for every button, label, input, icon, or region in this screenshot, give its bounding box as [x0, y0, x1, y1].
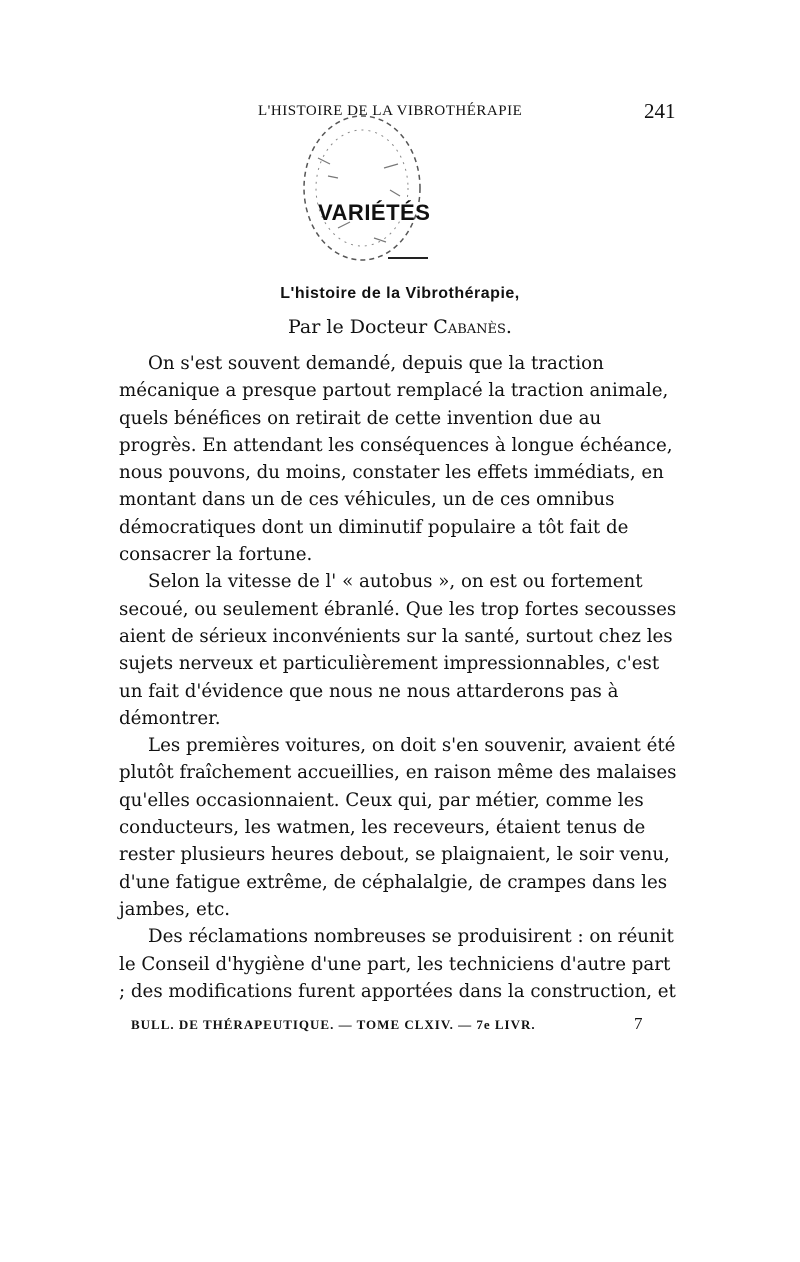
article-title: L'histoire de la Vibrothérapie, [280, 285, 520, 302]
footer-text: BULL. DE THÉRAPEUTIQUE. — TOME CLXIV. — 7e LIVR. [131, 1017, 536, 1032]
paragraph: Les premières voitures, on doit s'en souvenir, avaient été plutôt fraîchement accueillies, en raison même des malaises qu'elles occasionnaient. Ceux qui, par métier, comme les conducteurs, les watmen, les receveurs, étaient tenus de rester plusieurs heures debout, se plaignaient, le soir venu, d'une fatigue extrême, de céphalalgie, de crampes dans les jambes, etc. [119, 735, 677, 920]
paragraph: Selon la vitesse de l' « autobus », on est ou fortement secoué, ou seulement ébranlé. Que les trop fortes secousses aient de sérieux inconvénients sur la santé, surtout chez les sujets nerveux et particulièrement impressionnables, c'est un fait d'évidence que nous ne nous attarderons pas à démontrer. [119, 571, 677, 729]
byline-prefix: Par le Docteur [288, 316, 434, 338]
byline-author: Cabanès. [433, 316, 512, 338]
page-number: 241 [644, 99, 676, 123]
paragraph: Des réclamations nombreuses se produisirent : on réunit le Conseil d'hygiène d'une part, les techniciens d'autre part ; des modifications furent apportées dans la construction, et [119, 926, 676, 1002]
byline [0, 316, 800, 338]
signature-mark: 7 [634, 1014, 644, 1033]
section-heading: VARIÉTÉS [318, 200, 431, 225]
page-footer [131, 1014, 644, 1039]
paragraph: On s'est souvent demandé, depuis que la traction mécanique a presque partout remplacé la traction animale, quels bénéfices on retirait de cette invention due au progrès. En attendant les conséquences à longue échéance, nous pouvons, du moins, constater les effets immédiats, en montant dans un de ces véhicules, un de ces omnibus démocratiques dont un diminutif populaire a tôt fait de consacrer la fortune. [119, 353, 673, 566]
library-stamp-icon [298, 98, 438, 278]
article-body [119, 350, 680, 1005]
running-title: L'HISTOIRE DE LA VIBROTHÉRAPIE [258, 103, 523, 119]
